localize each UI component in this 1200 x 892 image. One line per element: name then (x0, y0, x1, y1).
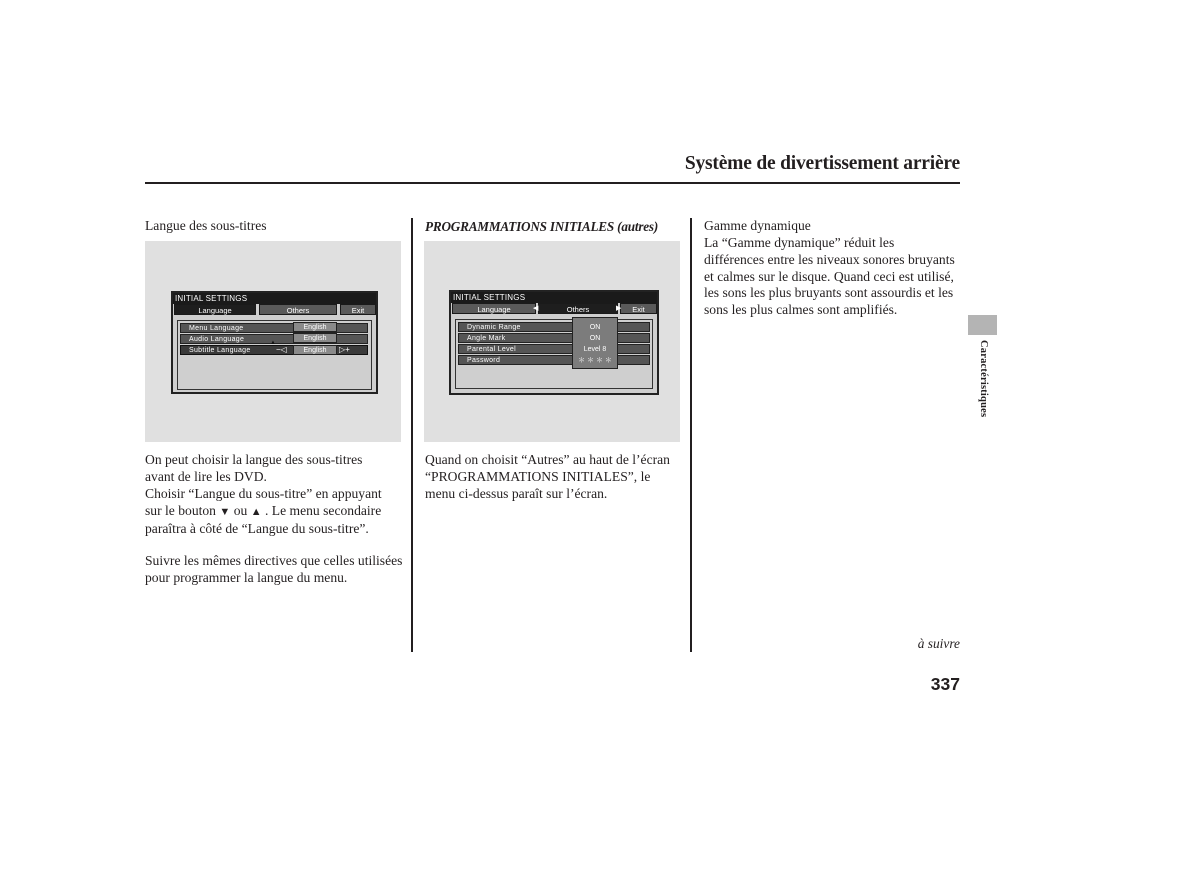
subtitle-language-heading: Langue des sous-titres (145, 218, 267, 233)
tab-right-arrow-icon: ▶ (616, 305, 622, 312)
minus-arrow-left-icon: −◁ (276, 345, 287, 354)
tab-language: Language (452, 303, 536, 314)
audio-language-row: Audio Language (180, 334, 368, 344)
column3-paragraph-1: La “Gamme dynamique” réduit les différences entre les niveaux sonores bruyants et calmes sur le disque. Quand ceci est utilisé, les sons les plus bruyants sont assourdis et les sons les plus calmes sont amplifiés. (704, 235, 955, 318)
others-screen-panel (424, 241, 680, 442)
column-divider-right (690, 218, 692, 652)
section-tab (968, 315, 997, 335)
column1-paragraph-1: On peut choisir la langue des sous-titres avant de lire les DVD. (145, 452, 363, 484)
subtitle-language-value: English (293, 345, 337, 355)
menu-language-value: English (293, 322, 337, 332)
column1-paragraph-2-line-3: paraîtra à côté de “Langue du sous-titre”. (145, 520, 369, 536)
down-arrow-button-icon: ▼ (219, 505, 231, 518)
parental-level-value: Level 8 (583, 346, 607, 353)
column1-paragraph-3: Suivre les mêmes directives que celles utilisées pour programmer la langue du menu. (145, 553, 403, 585)
column1-paragraph-2-line-1: Choisir “Langue du sous-titre” en appuyant (145, 486, 382, 501)
initial-settings-others-heading: PROGRAMMATIONS INITIALES (autres) (425, 219, 659, 234)
column-divider-left (411, 218, 413, 652)
tab-left-arrow-icon: ◀ (533, 305, 539, 312)
screen-title: INITIAL SETTINGS (451, 292, 657, 303)
settings-list (177, 320, 372, 390)
column1-paragraph-2-line-2 (145, 503, 407, 521)
tab-others: Others (259, 304, 337, 315)
column1-paragraph-2-prefix: sur le bouton (145, 502, 216, 518)
dvd-settings-screen (171, 291, 378, 394)
subtitle-language-screen-panel (145, 241, 401, 442)
continued-note: à suivre (917, 636, 960, 651)
up-marker-icon: ▲ (270, 340, 276, 346)
angle-mark-value: ON (589, 335, 601, 342)
settings-list (455, 319, 653, 389)
section-label: Caractéristiques (978, 340, 989, 418)
tab-others: Others (538, 303, 618, 314)
menu-language-row: Menu Language (180, 323, 368, 333)
column1-paragraph-2 (145, 486, 407, 537)
dynamic-range-value: ON (589, 324, 601, 331)
angle-mark-row: Angle Mark (458, 333, 650, 343)
up-arrow-button-icon: ▲ (250, 505, 262, 518)
column2-paragraph-1: Quand on choisit “Autres” au haut de l’écran “PROGRAMMATIONS INITIALES”, le menu ci-dessus paraît sur l’écran. (425, 452, 670, 501)
page-title: Système de divertissement arrière (684, 153, 960, 174)
tab-exit: Exit (620, 303, 657, 314)
column1-paragraph-2-suffix: . Le menu secondaire (264, 502, 382, 518)
password-row: Password (458, 355, 650, 365)
column1-paragraph-2-or: ou (233, 502, 248, 518)
audio-language-value: English (293, 333, 337, 343)
page-number: 337 (930, 674, 960, 694)
screen-title: INITIAL SETTINGS (173, 293, 376, 304)
dvd-others-screen (449, 290, 659, 395)
values-column (572, 317, 618, 369)
arrow-right-plus-icon: ▷+ (339, 345, 350, 354)
password-value: ＊ ＊ ＊ ＊ (578, 357, 612, 364)
dynamic-range-heading: Gamme dynamique (704, 218, 811, 233)
tab-exit: Exit (340, 304, 376, 315)
tab-language: Language (174, 304, 256, 315)
subtitle-language-row: Subtitle Language (180, 345, 368, 355)
header-rule (145, 182, 960, 184)
parental-level-row: Parental Level (458, 344, 650, 354)
dynamic-range-row: Dynamic Range (458, 322, 650, 332)
